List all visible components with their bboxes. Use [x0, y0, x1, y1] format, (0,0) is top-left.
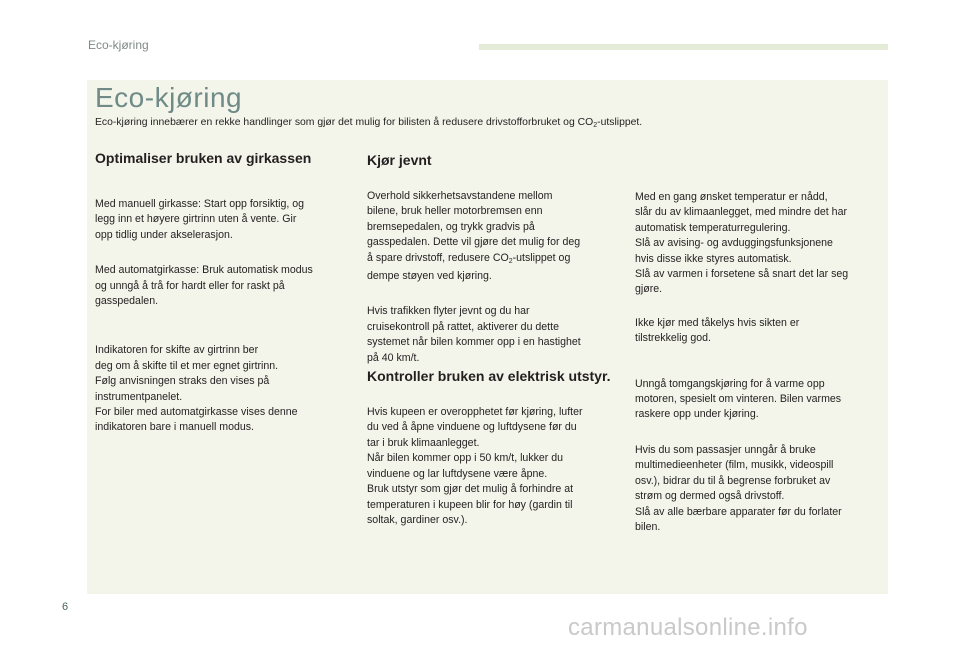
intro-text	[95, 117, 885, 129]
page-number: 6	[62, 601, 69, 613]
smooth-p1-after: -utslippet og dempe støyen ved kjøring.	[367, 251, 571, 283]
page-title: Eco-kjøring	[95, 82, 243, 113]
heading-gear: Optimaliser bruken av girkassen	[95, 150, 312, 166]
watermark: carmanualsonline.info	[568, 614, 808, 641]
intro-sub: 2	[593, 122, 598, 129]
electric-multimedia-text: Hvis du som passasjer unngår å bruke multimedieenheter (film, musikk, videospill osv.), bidrar du til å begrense forbruket av strøm og dermed også drivstoff. Slå av alle bærbare apparater før du forlater bilen.	[635, 443, 842, 533]
smooth-cruise-text: Hvis trafikken flyter jevnt og du har cruisekontroll på rattet, aktiverer du dette systemet når bilen kommer opp i en hastighet på 40 km/t.	[367, 305, 581, 364]
smooth-p1-sub: 2	[508, 257, 513, 265]
smooth-distance-text	[367, 189, 617, 284]
column-electric	[635, 190, 885, 535]
gear-manual-text: Med manuell girkasse: Start opp forsiktig, og legg inn et høyere girtrinn uten å vente. Gir opp tidlig under akselerasjon.	[95, 198, 305, 241]
electric-climate-text: Med en gang ønsket temperatur er nådd, slår du av klimaanlegget, med mindre det har automatisk temperaturregulering. Slå av avising- og avduggingsfunksjonene hvis disse ikke styres automatisk. Slå av varmen i forsetene så snart det lar seg gjøre.	[635, 191, 849, 296]
gear-indicator-text: Indikatoren for skifte av girtrinn ber deg om å skifte til et mer egnet girtrinn. Følg anvisningen straks den vises på instrumentpanelet. For biler med automatgirkasse vises denne indikatoren bare i manuell modus.	[95, 344, 298, 434]
column-gear	[95, 150, 345, 436]
section-label: Eco-kjøring	[88, 38, 149, 52]
electric-idle-text: Unngå tomgangskjøring for å varme opp motoren, spesielt om vinteren. Bilen varmes raskere opp under kjøring.	[635, 377, 842, 421]
heading-electric: Kontroller bruken av elektrisk utstyr.	[367, 368, 611, 385]
heading-smooth: Kjør jevnt	[367, 152, 432, 168]
electric-ventilation-text: Hvis kupeen er overopphetet før kjøring, lufter du ved å åpne vinduene og luftdysene før du tar i bruk klimaanlegget. Når bilen kommer opp i 50 km/t, lukker du vinduene og lar luftdysene være åpne. Bruk utstyr som gjør det mulig å forhindre at temperaturen i kupeen blir for høy (gardin til soltak, gardiner osv.).	[367, 406, 583, 526]
smooth-p1-before: Overhold sikkerhetsavstandene mellom bilene, bruk heller motorbremsen enn bremsepedalen, og trykk gradvis på gasspedalen. Dette vil gjøre det mulig for deg å spare drivstoff, redusere CO	[367, 190, 581, 264]
electric-foglight-text: Ikke kjør med tåkelys hvis sikten er tilstrekkelig god.	[635, 316, 800, 345]
gear-auto-text: Med automatgirkasse: Bruk automatisk modus og unngå å trå for hardt eller for raskt på gasspedalen.	[95, 264, 313, 308]
header-bar	[479, 44, 888, 50]
intro-before: Eco-kjøring innebærer en rekke handlinger som gjør det mulig for bilisten å redusere drivstofforbruket og CO	[95, 117, 594, 128]
column-smooth	[367, 150, 617, 528]
intro-after: -utslippet.	[597, 117, 643, 128]
